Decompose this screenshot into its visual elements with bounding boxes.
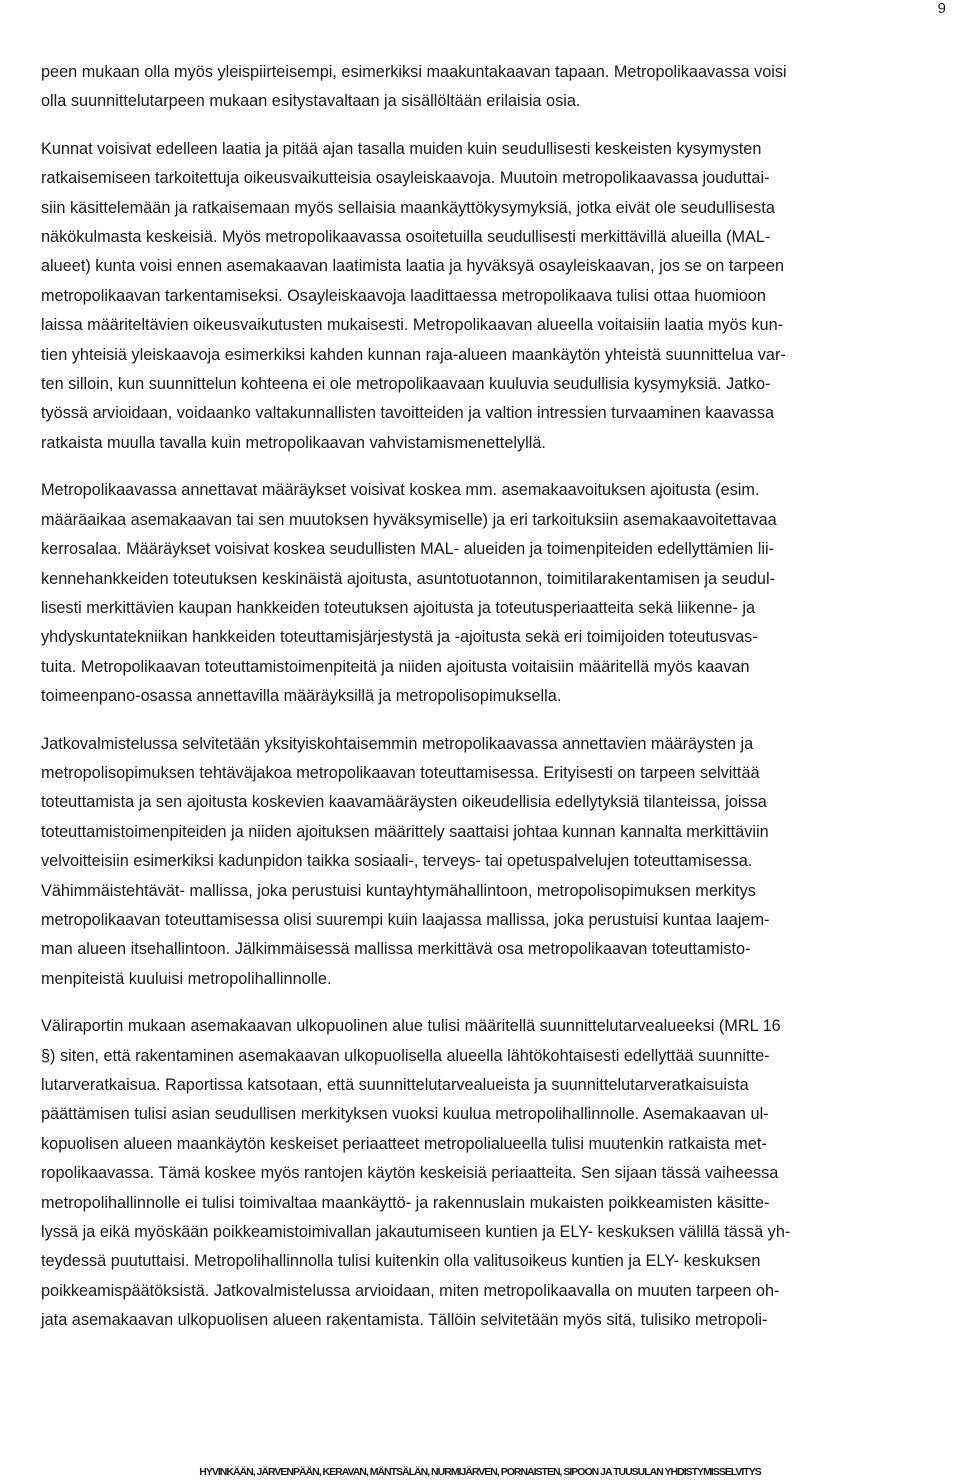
text-line: kerrosalaa. Määräykset voisivat koskea seudullisten MAL- alueiden ja toimenpiteiden edellyttämien lii- — [41, 540, 775, 559]
text-line: Jatkovalmistelussa selvitetään yksityiskohtaisemmin metropolikaavassa annettavien määräysten ja — [41, 734, 754, 753]
text-line: metropolisopimuksen tehtäväjakoa metropolikaavan toteuttamisessa. Erityisesti on tarpeen selvittää — [41, 763, 760, 782]
text-line: metropolikaavan toteuttamisessa olisi suurempi kuin laajassa mallissa, joka perustuisi kuntaa laajem- — [41, 910, 770, 929]
text-line: näkökulmasta keskeisiä. Myös metropolikaavassa osoitetuilla seudullisesti merkittävillä alueilla (MAL- — [41, 228, 771, 247]
text-line: toteuttamistoimenpiteiden ja niiden ajoituksen määrittely saattaisi johtaa kunnan kannalta merkittäviin — [41, 822, 769, 841]
text-line: peen mukaan olla myös yleispiirteisempi, esimerkiksi maakuntakaavan tapaan. Metropolikaavassa voisi — [41, 63, 787, 81]
text-line: kennehankkeiden toteutuksen keskinäistä ajoitusta, asuntotuotannon, toimitilarakentamisen ja seudul- — [41, 569, 776, 588]
text-line: jata asemakaavan ulkopuolisen alueen rakentamista. Tällöin selvitetään myös sitä, tulisiko metropoli- — [41, 1311, 768, 1330]
text-line: poikkeamispäätöksistä. Jatkovalmistelussa arvioidaan, miten metropolikaavalla on muuten tarpeen oh- — [41, 1281, 780, 1300]
text-line: velvoitteisiin esimerkiksi kadunpidon taikka sosiaali-, terveys- tai opetuspalvelujen toteuttamisessa. — [41, 852, 753, 871]
text-line: siin käsittelemään ja ratkaisemaan myös sellaisia maankäyttökysymyksiä, jotka eivät ole seudullisesta — [41, 198, 775, 217]
paragraph — [41, 730, 953, 995]
text-line: työssä arvioidaan, voidaanko valtakunnallisten tavoitteiden ja valtion intressien turvaaminen kaavassa — [41, 404, 775, 423]
text-line: metropolikaavan tarkentamiseksi. Osayleiskaavoja laadittaessa metropolikaava tulisi ottaa huomioon — [41, 286, 766, 305]
text-line: lisesti merkittävien kaupan hankkeiden toteutuksen ajoitusta ja toteutusperiaatteita sekä liikenne- ja — [41, 598, 756, 617]
text-line: ten silloin, kun suunnittelun kohteena ei ole metropolikaavaan kuuluvia seudullisia kysymyksiä. Jatko- — [41, 375, 771, 394]
text-line: yhdyskuntatekniikan hankkeiden toteuttamisjärjestystä ja -ajoitusta sekä eri toimijoiden toteutusvas- — [41, 628, 758, 647]
text-line: kopuolisen alueen maankäytön keskeiset periaatteet metropolialueella tulisi muutenkin ratkaista met- — [41, 1134, 767, 1153]
text-line: päättämisen tulisi asian seudullisen merkityksen vuoksi kuulua metropolihallinnolle. Asemakaavan ul- — [41, 1105, 769, 1124]
text-line: ratkaisemiseen tarkoitettuja oikeusvaikutteisia osayleiskaavoja. Muutoin metropolikaavassa jouduttai- — [41, 169, 770, 188]
page-footer: HYVINKÄÄN, JÄRVENPÄÄN, KERAVAN, MÄNTSÄLÄN, NURMIJÄRVEN, PORNAISTEN, SIPOON JA TUUSULAN YHDISTYMISSELVITYS — [199, 1466, 761, 1478]
paragraph — [41, 135, 953, 458]
text-line: §) siten, että rakentaminen asemakaavan ulkopuolisella alueella lähtökohtaisesti edellyttää suunnitte- — [41, 1046, 770, 1065]
text-line: tien yhteisiä yleiskaavoja esimerkiksi kahden kunnan raja-alueen maankäytön yhteistä suunnittelua var- — [41, 345, 786, 364]
text-line: Vähimmäistehtävät- mallissa, joka perustuisi kuntayhtymähallintoon, metropolisopimuksen merkitys — [41, 881, 756, 900]
text-line: ropolikaavassa. Tämä koskee myös rantojen käytön keskeisiä periaatteita. Sen sijaan tässä vaiheessa — [41, 1164, 779, 1183]
text-line: menpiteistä kuuluisi metropolihallinnolle. — [41, 969, 332, 988]
page-number: 9 — [937, 0, 946, 17]
body-text — [41, 58, 953, 1336]
text-line: teydessä puututtaisi. Metropolihallinnolla tulisi kuitenkin olla valitusoikeus kuntien ja ELY- keskuksen — [41, 1252, 761, 1271]
text-line: tuita. Metropolikaavan toteuttamistoimenpiteitä ja niiden ajoitusta voitaisiin määritellä myös kaavan — [41, 657, 750, 676]
text-line: toteuttamista ja sen ajoitusta koskevien kaavamääräysten oikeudellisia edellytyksiä tilanteissa, joissa — [41, 793, 767, 812]
text-line: metropolihallinnolle ei tulisi toimivaltaa maankäyttö- ja rakennuslain mukaisten poikkeamisten käsitte- — [41, 1193, 770, 1212]
text-line: laissa määriteltävien oikeusvaikutusten mukaisesti. Metropolikaavan alueella voitaisiin laatia myös kun- — [41, 316, 784, 335]
text-line: lyssä ja eikä myöskään poikkeamistoimivallan jakautumiseen kuntien ja ELY- keskuksen välillä tässä yh- — [41, 1223, 791, 1242]
text-line: lutarveratkaisua. Raportissa katsotaan, että suunnittelutarvealueista ja suunnittelutarveratkaisuista — [41, 1076, 749, 1094]
text-line: Kunnat voisivat edelleen laatia ja pitää ajan tasalla muiden kuin seudullisesti keskeisten kysymysten — [41, 139, 762, 158]
paragraph — [41, 58, 953, 117]
text-line: alueet) kunta voisi ennen asemakaavan laatimista laatia ja hyväksyä osayleiskaavan, jos se on tarpeen — [41, 257, 785, 276]
text-line: man alueen itsehallintoon. Jälkimmäisessä mallissa merkittävä osa metropolikaavan toteuttamisto- — [41, 940, 751, 959]
paragraph — [41, 1012, 953, 1335]
text-line: ratkaista muulla tavalla kuin metropolikaavan vahvistamismenettelyllä. — [41, 433, 546, 452]
text-line: Metropolikaavassa annettavat määräykset voisivat koskea mm. asemakaavoituksen ajoitusta (esim. — [41, 481, 760, 500]
text-line: määräaikaa asemakaavan tai sen muutoksen hyväksymiselle) ja eri tarkoituksiin asemakaavoitettavaa — [41, 510, 777, 529]
text-line: Väliraportin mukaan asemakaavan ulkopuolinen alue tulisi määritellä suunnittelutarvealueeksi (MRL 16 — [41, 1017, 781, 1036]
text-line: olla suunnittelutarpeen mukaan esitystavaltaan ja sisällöltään erilaisia osia. — [41, 92, 581, 111]
paragraph — [41, 476, 953, 711]
text-line: toimeenpano-osassa annettavilla määräyksillä ja metropolisopimuksella. — [41, 687, 562, 706]
